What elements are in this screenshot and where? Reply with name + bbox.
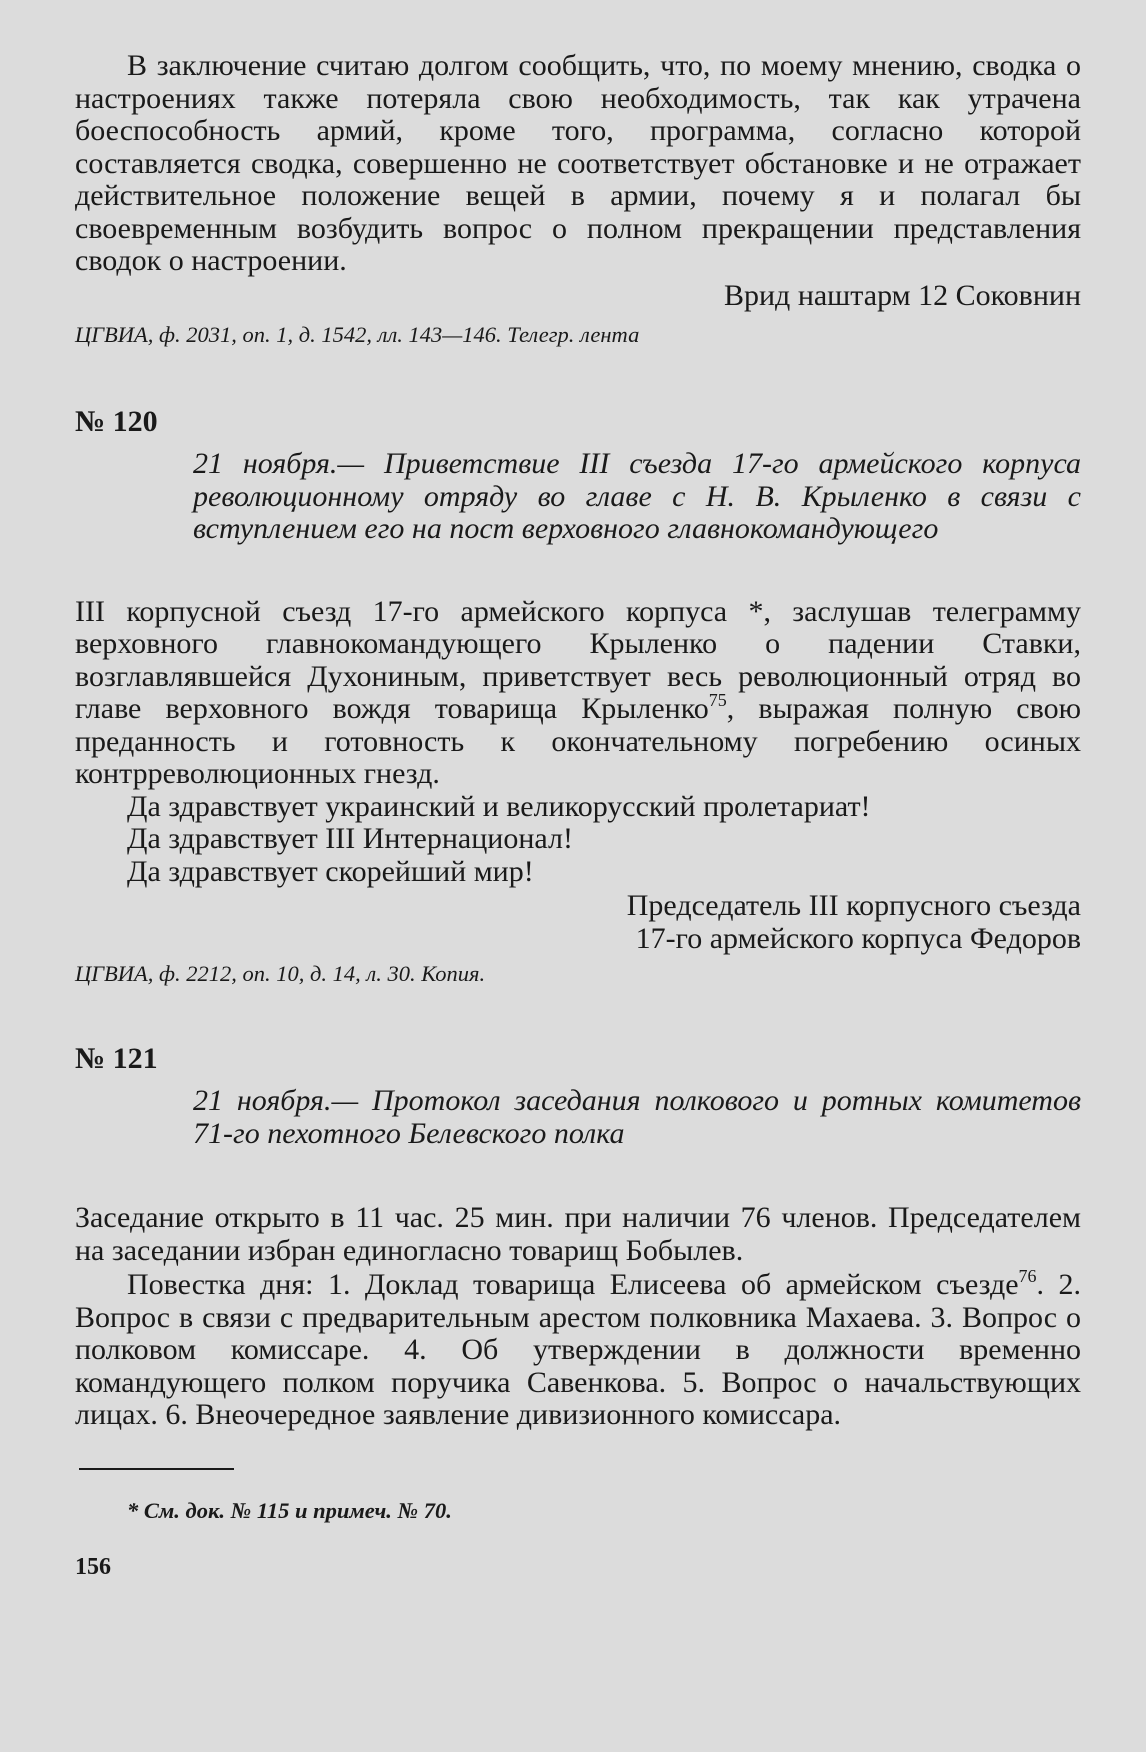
page-number: 156 [75,1553,111,1580]
intro-signature: Врид наштарм 12 Соковнин [723,278,1081,312]
footnote-divider [79,1468,234,1470]
doc-120-signature-line-1: Председатель III корпусного съезда [626,889,1081,922]
intro-source-reference: ЦГВИА, ф. 2031, оп. 1, д. 1542, лл. 143—146. Телегр. лента [75,322,640,347]
doc-120-number: № 120 [75,405,158,438]
doc-121-header: 21 ноября.— Протокол заседания полкового и ротных комитетов 71-го пехотного Белевского полка [193,1084,1081,1150]
doc-120-paragraph-part-b: , выражая полную свою преданность и готовность к окончательному погребению осиных контрреволюционных гнезд. [75,692,1081,790]
doc-121-paragraph-1: Заседание открыто в 11 час. 25 мин. при наличии 76 членов. Председателем на заседании избран единогласно товарищ Бобылев. [75,1201,1081,1267]
doc-120-header: 21 ноября.— Приветствие III съезда 17-го армейского корпуса революционному отряду во главе с Н. В. Крыленко в связи с вступлением его на пост верховного главнокомандующего [193,447,1081,545]
footnote-ref-76: 76 [1018,1266,1037,1286]
doc-120-paragraph [75,596,1081,791]
doc-121-paragraph-2 [75,1266,1082,1432]
doc-120-slogan-2: Да здравствует III Интернационал! [127,822,573,855]
doc-120-source-reference: ЦГВИА, ф. 2212, оп. 10, д. 14, л. 30. Копия. [75,961,486,986]
doc-120-slogan-3: Да здравствует скорейший мир! [127,854,534,888]
intro-paragraph: В заключение считаю долгом сообщить, что, по моему мнению, сводка о настроениях также потеряла свою необходимость, так как утрачена боеспособность армий, кроме того, программа, согласно которой составляется сводка, совершенно не соответствует обстановке и не отражает действительное положение вещей в армии, почему я и полагал бы своевременным возбудить вопрос о полном прекращении представления сводок о настроении. [75,49,1081,277]
doc-121-number: № 121 [75,1042,158,1075]
doc-120-signature-line-2: 17-го армейского корпуса Федоров [635,921,1081,955]
doc-121-paragraph-2-part-b: . 2. Вопрос в связи с предварительным арестом полковника Махаева. 3. Вопрос о полковом комиссаре. 4. Об утверждении в должности временно командующего полком поручика Савенкова. 5. Вопрос о начальствующих лицах. 6. Внеочередное заявление дивизионного комиссара. [75,1268,1082,1431]
footnote: * См. док. № 115 и примеч. № 70. [127,1497,452,1523]
doc-121-paragraph-2-part-a: Повестка дня: 1. Доклад товарища Елисеева об армейском съезде [127,1268,1019,1301]
doc-120-paragraph-part-a: III корпусной съезд 17-го армейского корпуса *, заслушав телеграмму верховного главнокомандующего Крыленко о падении Ставки, возглавлявшейся Духониным, приветствует весь революционный отряд во главе верховного вождя товарища Крыленко [75,594,1081,725]
doc-120-slogan-1: Да здравствует украинский и великорусский пролетариат! [127,789,871,823]
footnote-ref-75: 75 [708,690,727,710]
